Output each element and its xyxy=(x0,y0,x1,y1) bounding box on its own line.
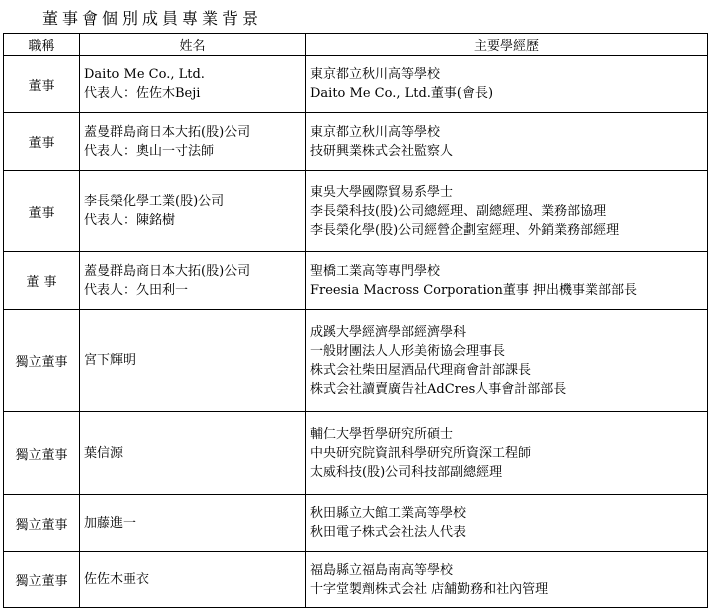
table-row xyxy=(4,310,708,412)
name-cell xyxy=(80,552,306,608)
background-line: 成蹊大學經濟學部經濟學科 xyxy=(310,324,467,340)
background-line: Daito Me Co., Ltd.董事(會長) xyxy=(310,86,494,101)
role-cell: 獨立董事 xyxy=(4,310,80,412)
background-line: 十字堂製劑株式会社 店舗勤務和社內管理 xyxy=(310,581,549,597)
table-row xyxy=(4,171,708,252)
background-cell xyxy=(306,310,708,412)
name-cell xyxy=(80,56,306,113)
header-row xyxy=(4,34,708,56)
table-row xyxy=(4,252,708,310)
role-cell: 董事 xyxy=(4,171,80,252)
background-line: 一般財團法人人形美術協会理事長 xyxy=(310,343,506,359)
table-row xyxy=(4,412,708,495)
background-line: 技研興業株式会社監察人 xyxy=(310,143,454,159)
role-cell: 董事 xyxy=(4,113,80,171)
name-cell xyxy=(80,113,306,171)
background-cell xyxy=(306,56,708,113)
name-line: 李長榮化學工業(股)公司 xyxy=(84,194,225,209)
name-line: 加藤進一 xyxy=(84,515,137,531)
name-line: 葉信源 xyxy=(84,445,124,461)
name-cell xyxy=(80,412,306,495)
name-line: 代表人：佐佐木Beji xyxy=(84,86,201,101)
background-line: 秋田電子株式会社法人代表 xyxy=(310,525,467,540)
background-line: 秋田縣立大館工業高等學校 xyxy=(310,506,467,521)
background-line: 李長榮科技(股)公司總經理、副總經理、業務部協理 xyxy=(310,203,607,219)
background-cell xyxy=(306,495,708,552)
table-row xyxy=(4,495,708,552)
name-line: 蓋曼群島商日本大拓(股)公司 xyxy=(84,124,251,140)
table-row xyxy=(4,56,708,113)
background-line: 株式会社柴田屋酒品代理商會計部課長 xyxy=(310,362,532,378)
role-cell: 獨立董事 xyxy=(4,495,80,552)
name-line: 宮下輝明 xyxy=(84,353,137,368)
table-row xyxy=(4,113,708,171)
header-role: 職稱 xyxy=(4,34,80,56)
name-cell xyxy=(80,171,306,252)
role-cell: 董事 xyxy=(4,56,80,113)
name-cell xyxy=(80,495,306,552)
role-cell: 董 事 xyxy=(4,252,80,310)
background-cell xyxy=(306,552,708,608)
page-title: 董事會個別成員專業背景 xyxy=(42,9,263,28)
background-line: 中央研究院資訊科學研究所資深工程師 xyxy=(310,445,532,461)
background-line: 李長榮化學(股)公司經營企劃室經理、外銷業務部經理 xyxy=(310,222,620,238)
background-line: 東京都立秋川高等學校 xyxy=(310,124,441,140)
background-line: 東京都立秋川高等學校 xyxy=(310,67,441,82)
background-line: 東吳大學國際貿易系學士 xyxy=(310,184,454,200)
table-row xyxy=(4,552,708,608)
name-line: 蓋曼群島商日本大拓(股)公司 xyxy=(84,263,251,279)
background-line: Freesia Macross Corporation董事 押出機事業部部長 xyxy=(310,282,638,298)
board-table xyxy=(3,33,708,608)
name-cell xyxy=(80,310,306,412)
background-cell xyxy=(306,113,708,171)
background-cell xyxy=(306,252,708,310)
name-line: 佐佐木亜衣 xyxy=(84,572,150,587)
role-cell: 獨立董事 xyxy=(4,412,80,495)
name-cell xyxy=(80,252,306,310)
background-cell xyxy=(306,171,708,252)
name-line: 代表人：陳銘樹 xyxy=(84,213,176,228)
background-line: 福島縣立福島南高等學校 xyxy=(310,562,454,578)
role-cell: 獨立董事 xyxy=(4,552,80,608)
header-name: 姓名 xyxy=(80,34,306,56)
background-line: 株式会社讀賣廣告社AdCres人事會計部部長 xyxy=(310,381,567,397)
name-line: Daito Me Co., Ltd. xyxy=(84,67,205,82)
background-cell xyxy=(306,412,708,495)
header-background: 主要學經歷 xyxy=(306,34,708,56)
name-line: 代表人：奧山一寸法師 xyxy=(84,143,215,159)
background-line: 太威科技(股)公司科技部副總經理 xyxy=(310,464,503,480)
name-line: 代表人：久田利一 xyxy=(84,282,189,298)
background-line: 輔仁大學哲學研究所碩士 xyxy=(310,426,454,442)
background-line: 聖橋工業高等專門學校 xyxy=(310,263,441,279)
